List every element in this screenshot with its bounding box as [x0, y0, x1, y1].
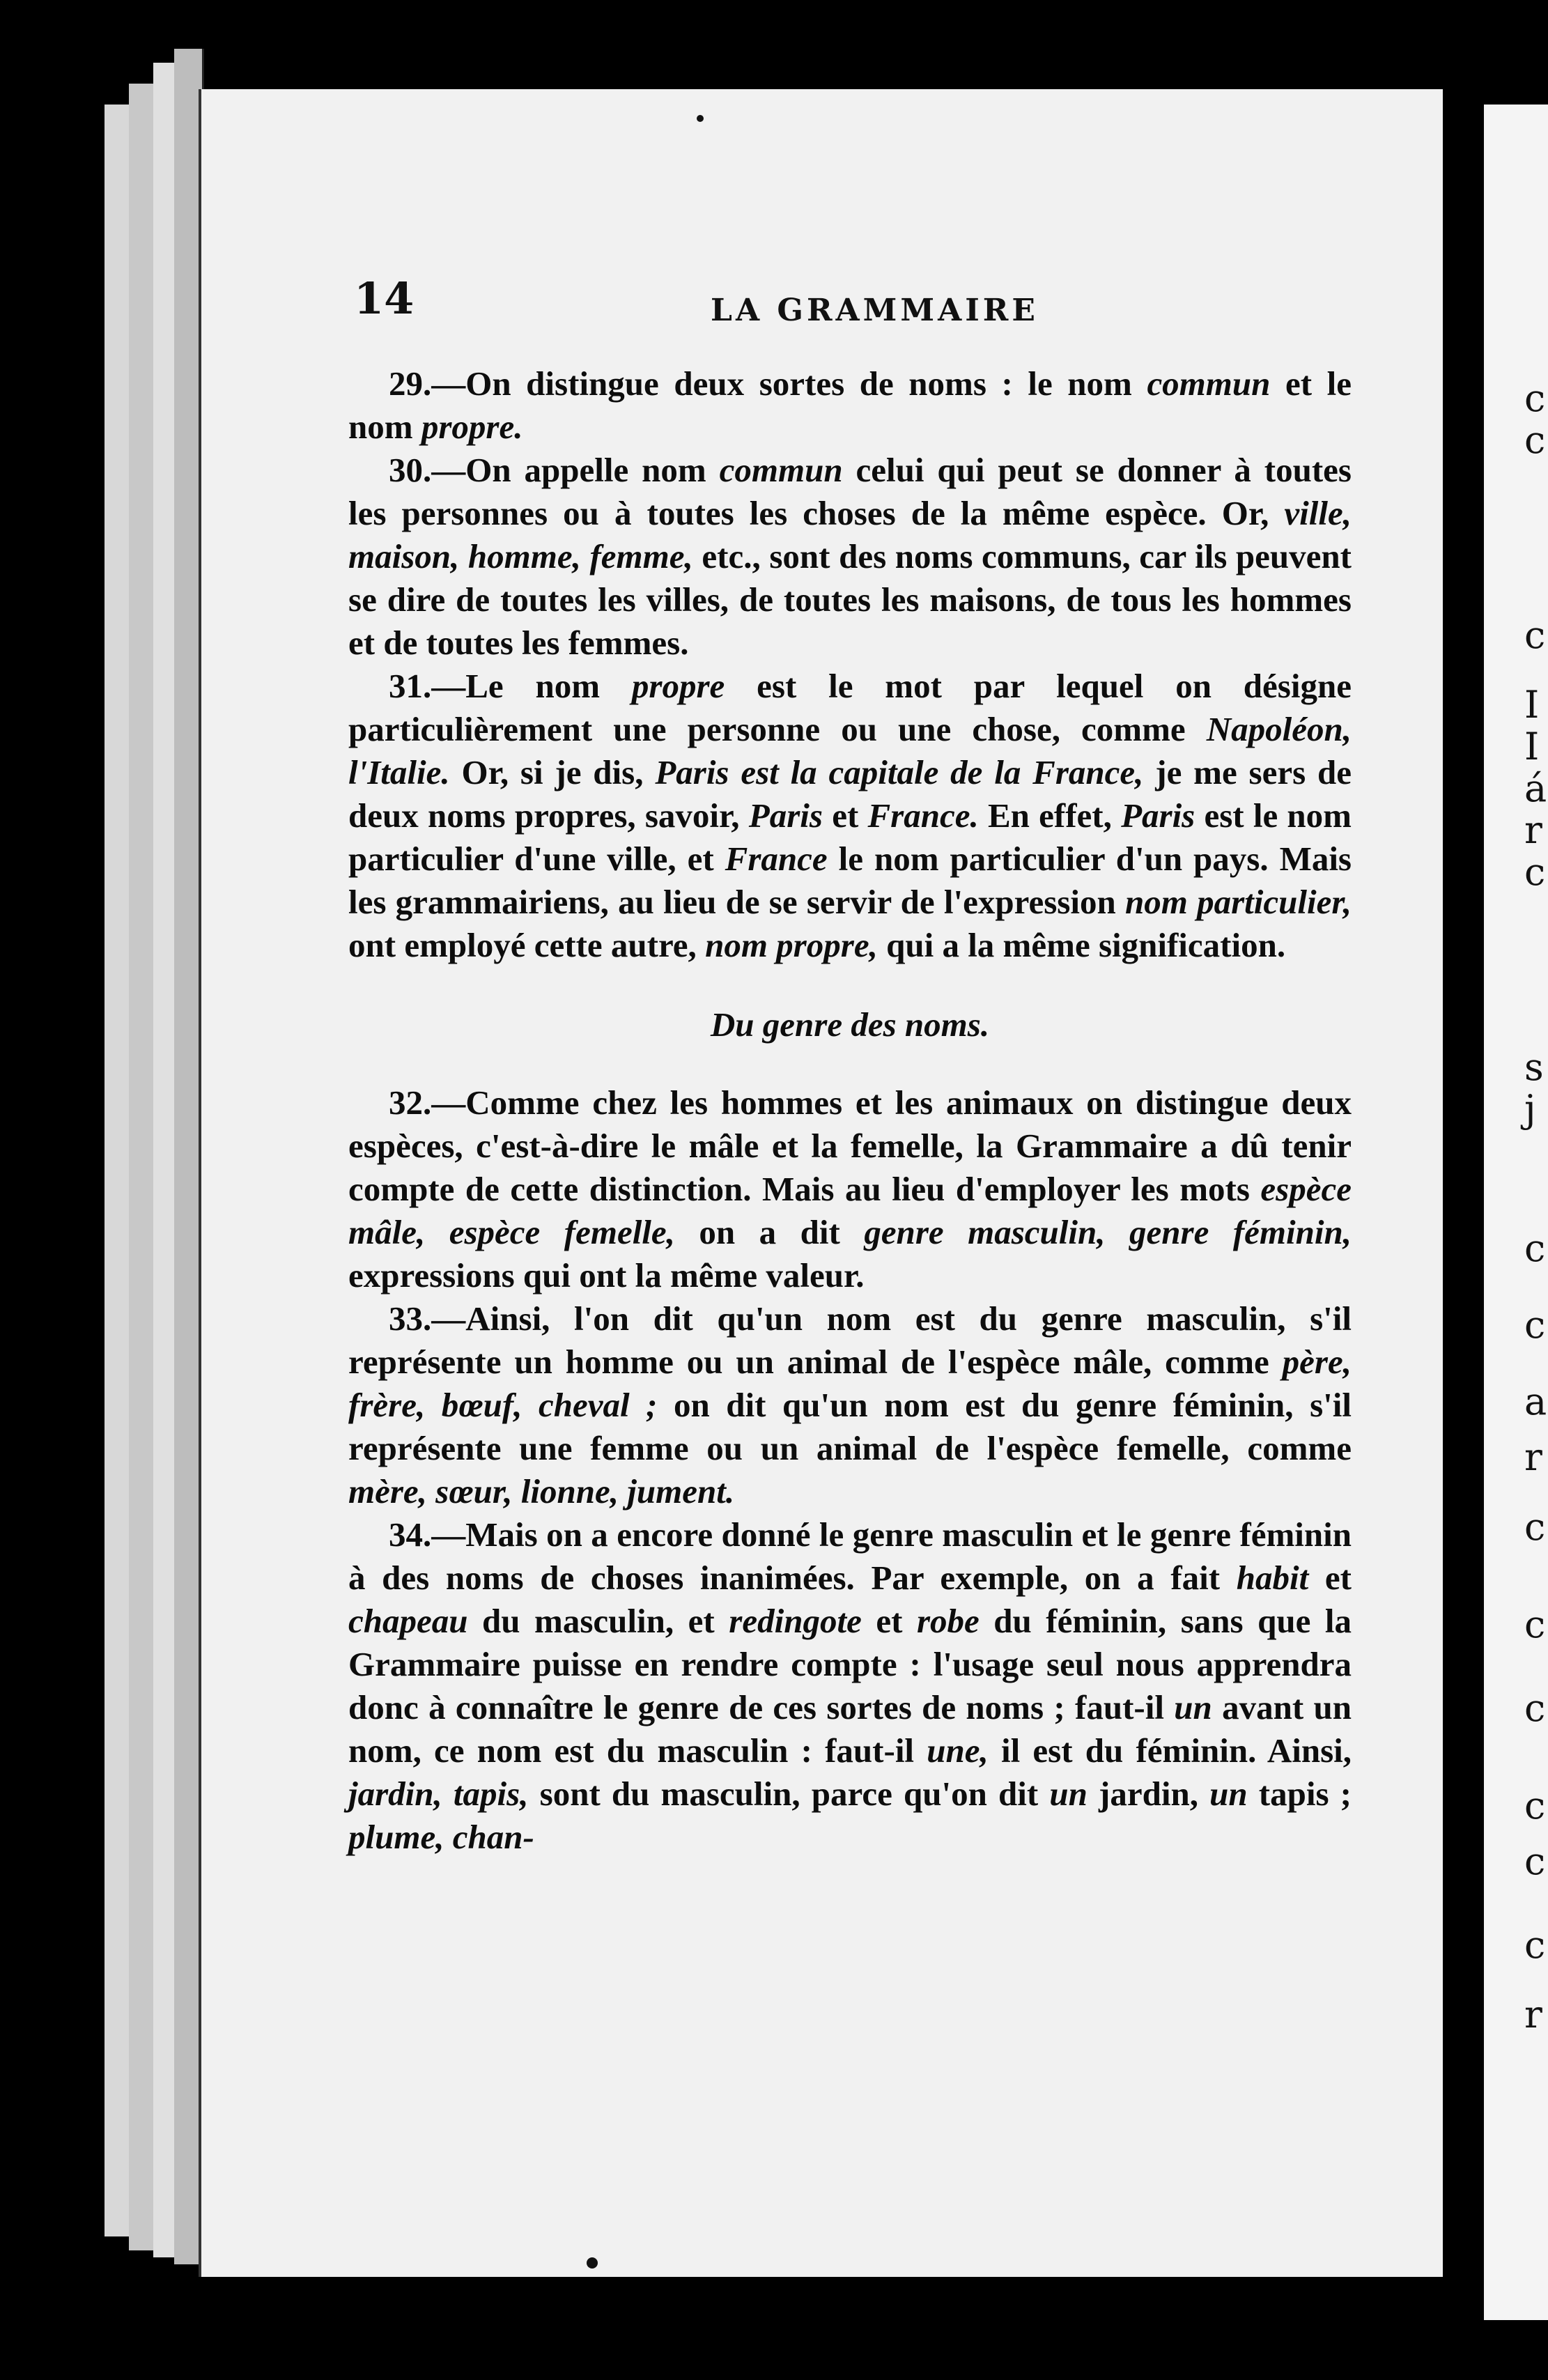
paragraph-number: 29.	[389, 364, 432, 403]
facing-page-letter: c	[1524, 850, 1546, 894]
facing-page-letter: c	[1524, 1839, 1546, 1883]
text-run: En effet,	[978, 796, 1122, 835]
text-run: jardin,	[1087, 1775, 1210, 1813]
italic-term: nom particulier,	[1125, 883, 1352, 921]
paragraph-number: 34.	[389, 1515, 432, 1554]
text-run: —Mais on a encore donné le genre masculin et le genre féminin à des noms de choses inanimées. Par exemple, on a fait	[348, 1515, 1352, 1597]
text-run: on a dit	[674, 1213, 865, 1251]
paragraph-34	[348, 1513, 1352, 1859]
italic-term: chapeau	[348, 1602, 468, 1640]
italic-term: plume, chan-	[348, 1818, 534, 1856]
facing-page-letter: á	[1524, 766, 1547, 810]
italic-term: France.	[867, 796, 979, 835]
text-run: —Le nom	[431, 667, 632, 705]
page-number: 14	[354, 273, 415, 324]
paragraph-30	[348, 449, 1352, 665]
text-run: qui a la même signification.	[877, 926, 1286, 964]
italic-term: Paris est la capitale de la France,	[655, 753, 1144, 791]
paragraph-29	[348, 362, 1352, 449]
text-run: je me sers de deux noms propres, savoir,	[348, 753, 1352, 835]
text-run: expressions qui ont la même valeur.	[348, 1256, 865, 1295]
italic-term: une,	[927, 1731, 989, 1770]
facing-page-letter: r	[1524, 1993, 1542, 2037]
italic-term: Paris	[748, 796, 823, 835]
running-head: LA GRAMMAIRE	[711, 293, 1039, 328]
italic-term: Paris	[1121, 796, 1195, 835]
facing-page-letter: c	[1524, 1226, 1546, 1270]
text-run: du féminin, sans que la Grammaire puisse en rendre compte : l'usage seul nous apprendra donc à connaître le genre de ces sortes de noms ; faut-il	[348, 1602, 1352, 1726]
text-run: du masculin, et	[467, 1602, 729, 1640]
italic-term: commun	[719, 451, 843, 489]
paragraph-32	[348, 1081, 1352, 1297]
facing-page-letter: r	[1524, 1435, 1542, 1479]
text-run: le nom particulier d'un pays. Mais les grammairiens, au lieu de se servir de l'expression	[348, 840, 1352, 921]
italic-term: Napoléon, l'Italie.	[348, 710, 1352, 791]
text-run: et	[861, 1602, 917, 1640]
facing-page-letter: I	[1524, 725, 1540, 768]
italic-term: propre.	[421, 408, 523, 446]
paragraph-33	[348, 1297, 1352, 1513]
text-run: est le nom particulier d'une ville, et	[348, 796, 1352, 878]
facing-page-letter: c	[1524, 1923, 1546, 1967]
facing-page-letter: c	[1524, 613, 1546, 657]
italic-term: nom propre,	[705, 926, 878, 964]
text-run: —On distingue deux sortes de noms : le nom	[431, 364, 1147, 403]
speck	[587, 2257, 598, 2269]
text-run: est le mot par lequel on désigne particulièrement une personne ou une chose, comme	[348, 667, 1352, 748]
text-run: Or, si je dis,	[449, 753, 656, 791]
italic-term: jardin, tapis,	[348, 1775, 529, 1813]
italic-term: un	[1174, 1688, 1212, 1726]
italic-term: habit	[1236, 1559, 1309, 1597]
facing-page-letter: r	[1524, 808, 1542, 852]
paragraph-number: 32.	[389, 1083, 432, 1122]
paragraph-31	[348, 665, 1352, 967]
text-run: —Ainsi, l'on dit qu'un nom est du genre masculin, s'il représente un homme ou un animal de l'espèce mâle, comme	[348, 1299, 1352, 1381]
text-run: —Comme chez les hommes et les animaux on distingue deux espèces, c'est-à-dire le mâle et la femelle, la Grammaire a dû tenir compte de cette distinction. Mais au lieu d'employer les mots	[348, 1083, 1352, 1208]
facing-page-letter: c	[1524, 1505, 1546, 1549]
italic-term: genre masculin, genre féminin,	[864, 1213, 1352, 1251]
paragraph-number: 31.	[389, 667, 432, 705]
italic-term: ville, maison, homme, femme,	[348, 494, 1352, 575]
italic-term: robe	[916, 1602, 980, 1640]
italic-term: espèce mâle, espèce femelle,	[348, 1170, 1352, 1251]
page-body	[348, 362, 1352, 1859]
text-run: ont employé cette autre,	[348, 926, 706, 964]
facing-page-letter: a	[1524, 1380, 1547, 1423]
facing-page-letter: c	[1524, 418, 1546, 462]
italic-term: un	[1209, 1775, 1248, 1813]
text-run: et	[1308, 1559, 1352, 1597]
section-heading: Du genre des noms.	[710, 1005, 990, 1044]
facing-page-letter: c	[1524, 1303, 1546, 1347]
text-run: on dit qu'un nom est du genre féminin, s'il représente une femme ou un animal de l'espèce femelle, comme	[348, 1386, 1352, 1467]
italic-term: père, frère, bœuf, cheval ;	[348, 1343, 1352, 1424]
text-run: et le nom	[348, 364, 1352, 446]
text-run: avant un nom, ce nom est du masculin : faut-il	[348, 1688, 1352, 1770]
italic-term: propre	[631, 667, 725, 705]
text-run: —On appelle nom	[431, 451, 720, 489]
paragraph-number: 33.	[389, 1299, 432, 1338]
facing-page-letter: s	[1524, 1045, 1544, 1089]
facing-page-letter: c	[1524, 1784, 1546, 1828]
facing-page-letter: c	[1524, 1602, 1546, 1646]
text-run: celui qui peut se donner à toutes les personnes ou à toutes les choses de la même espèce. Or,	[348, 451, 1352, 532]
text-run: il est du féminin. Ainsi,	[988, 1731, 1352, 1770]
italic-term: mère, sœur, lionne, jument.	[348, 1472, 735, 1510]
text-run: sont du masculin, parce qu'on dit	[528, 1775, 1050, 1813]
text-run: tapis ;	[1247, 1775, 1352, 1813]
facing-page-letter: j	[1524, 1087, 1536, 1131]
paragraph-number: 30.	[389, 451, 432, 489]
facing-page-letter: c	[1524, 1686, 1546, 1730]
italic-term: redingote	[729, 1602, 862, 1640]
italic-term: un	[1049, 1775, 1088, 1813]
speck	[697, 115, 704, 122]
italic-term: commun	[1147, 364, 1271, 403]
facing-page-letter: I	[1524, 683, 1540, 727]
text-run: etc., sont des noms communs, car ils peuvent se dire de toutes les villes, de toutes les maisons, de tous les hommes et de toutes les femmes.	[348, 537, 1352, 662]
facing-page-letter: c	[1524, 376, 1546, 420]
italic-term: France	[725, 840, 828, 878]
text-run: et	[822, 796, 868, 835]
